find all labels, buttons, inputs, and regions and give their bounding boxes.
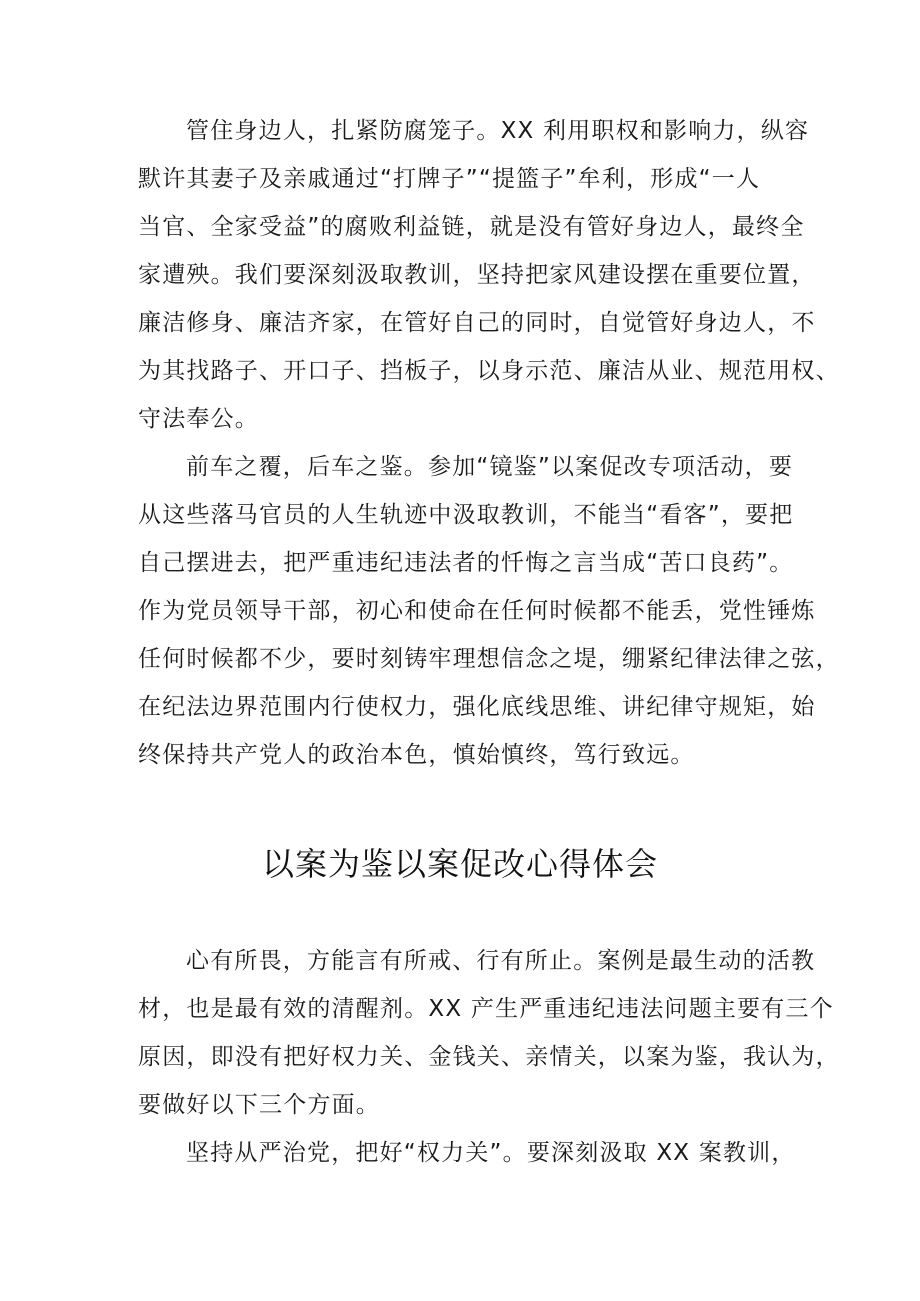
text-line: 终保持共产党人的政治本色，慎始慎终，笃行致远。 (138, 742, 695, 768)
text-line: 坚持从严治党，把好“权力关”。要深刻汲取 XX 案教训， (186, 1140, 796, 1166)
text-line: 在纪法边界范围内行使权力，强化底线思维、讲纪律守规矩，始 (138, 694, 816, 720)
text-line: 任何时候都不少，要时刻铸牢理想信念之堤，绷紧纪律法律之弦， (138, 646, 840, 672)
text-line: 心有所畏，方能言有所戒、行有所止。案例是最生动的活教 (186, 948, 816, 974)
text-line: 为其找路子、开口子、挡板子，以身示范、廉洁从业、规范用权、 (138, 358, 840, 384)
text-line: 从这些落马官员的人生轨迹中汲取教训，不能当“看客”，要把 (138, 502, 794, 528)
text-line: 守法奉公。 (138, 406, 259, 432)
section-title: 以案为鉴以案促改心得体会 (261, 845, 658, 883)
text-line: 前车之覆，后车之鉴。参加“镜鉴”以案促改专项活动，要 (186, 454, 794, 480)
text-line: 默许其妻子及亲戚通过“打牌子”“提篮子”牟利，形成“一人 (138, 166, 761, 192)
text-line: 自己摆进去，把严重违纪违法者的忏悔之言当成“苦口良药”。 (138, 550, 794, 576)
text-line: 家遭殃。我们要深刻汲取教训，坚持把家风建设摆在重要位置， (138, 262, 816, 288)
text-line: 廉洁修身、廉洁齐家，在管好自己的同时，自觉管好身边人，不 (138, 310, 816, 336)
text-line: 原因，即没有把好权力关、金钱关、亲情关，以案为鉴，我认为， (138, 1044, 840, 1070)
text-line: 管住身边人，扎紧防腐笼子。XX 利用职权和影响力，纵容 (186, 118, 810, 144)
text-line: 作为党员领导干部，初心和使命在任何时候都不能丢，党性锤炼 (138, 598, 816, 624)
text-line: 要做好以下三个方面。 (138, 1092, 380, 1118)
text-line: 当官、全家受益”的腐败利益链，就是没有管好身边人，最终全 (138, 214, 805, 240)
text-line: 材，也是最有效的清醒剂。XX 产生严重违纪违法问题主要有三个 (138, 996, 834, 1022)
